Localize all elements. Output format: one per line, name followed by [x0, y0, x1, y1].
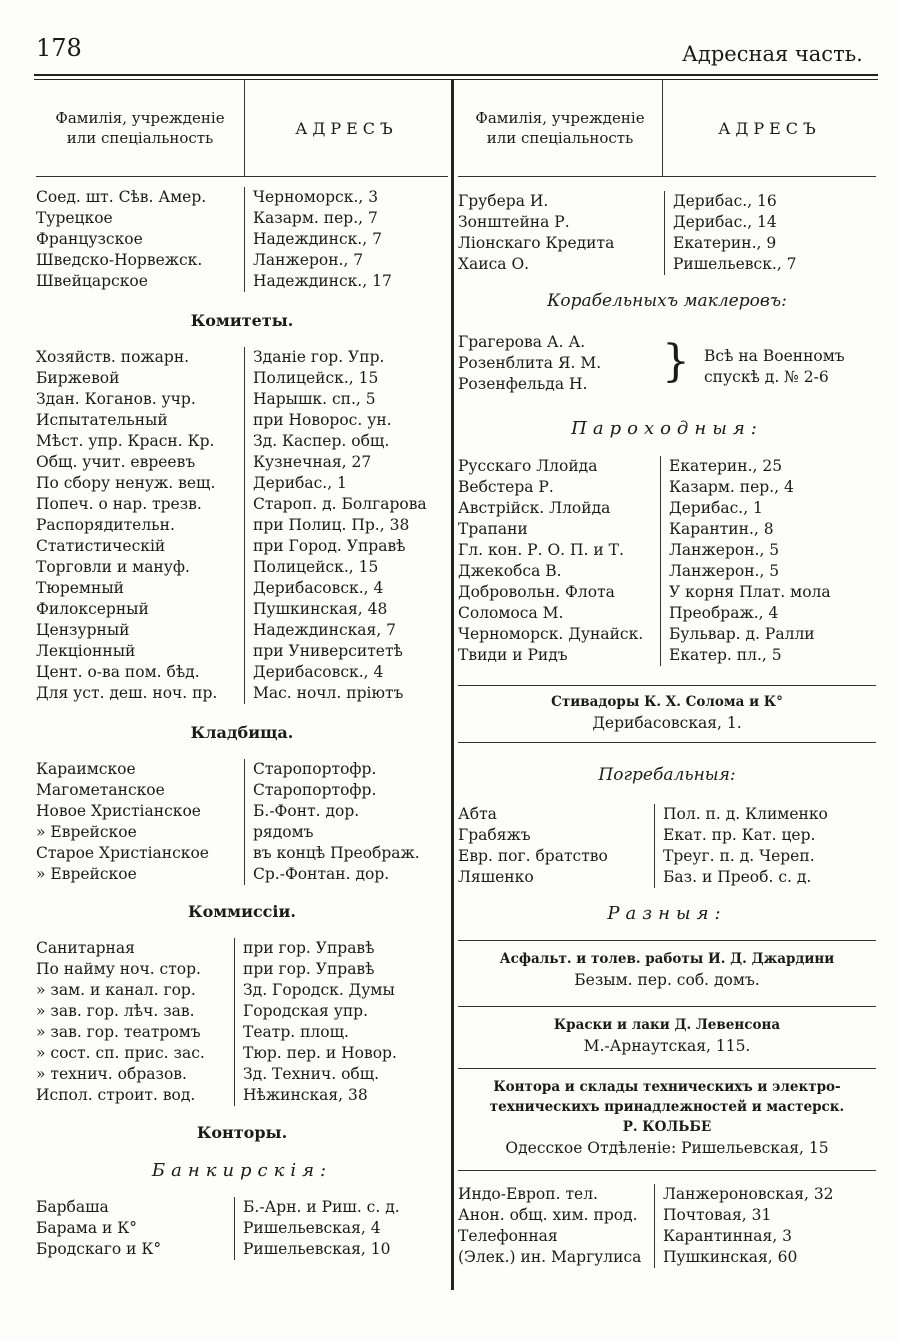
list-item [458, 645, 876, 666]
entry-name: Ліонскаго Кредита [458, 234, 615, 252]
right-table-header [458, 80, 876, 177]
entry-address: Полицейск., 15 [244, 557, 448, 578]
entry-address: Екатерин., 9 [664, 233, 876, 254]
entry-name: Хаиса О. [458, 255, 530, 273]
stevedores-box [458, 685, 876, 734]
list-item [458, 867, 876, 888]
list-item [36, 208, 448, 229]
list-item [36, 1085, 448, 1106]
list-item [36, 683, 448, 704]
funeral-list [458, 804, 876, 888]
list-item [36, 452, 448, 473]
entry-address: рядомъ [244, 822, 448, 843]
name-column-header [36, 80, 244, 176]
entry-name: Зонштейна Р. [458, 213, 570, 231]
list-item [458, 624, 876, 645]
entry-name: Попеч. о нар. трезв. [36, 495, 202, 513]
cemeteries-list [36, 759, 448, 885]
list-item [458, 254, 876, 275]
left-table-header [36, 80, 448, 177]
entry-address: Зд. Городск. Думы [234, 980, 448, 1001]
entry-address: Зданіе гор. Упр. [244, 347, 448, 368]
list-item [458, 1247, 876, 1268]
list-item [36, 1043, 448, 1064]
list-item [36, 368, 448, 389]
list-item [36, 250, 448, 271]
entry-address: Пушкинская, 48 [244, 599, 448, 620]
list-item [458, 825, 876, 846]
list-item [36, 431, 448, 452]
entry-address: при гор. Управѣ [234, 959, 448, 980]
entry-name: Статистическій [36, 537, 166, 555]
entry-address: Екат. пр. Кат. цер. [654, 825, 876, 846]
entry-name: » зав. гор. театромъ [36, 1023, 201, 1041]
list-item [36, 494, 448, 515]
entry-name: Телефонная [458, 1227, 558, 1245]
entry-name: Грубера И. [458, 192, 549, 210]
stevedores-address: Дерибасовская, 1. [592, 714, 742, 732]
entry-name: Соломоса М. [458, 604, 564, 622]
entry-name: Ляшенко [458, 868, 534, 886]
list-item [458, 603, 876, 624]
list-item [458, 561, 876, 582]
list-item [36, 578, 448, 599]
entry-name: Розенблита Я. М. [458, 354, 602, 372]
entry-address: Зд. Технич. общ. [234, 1064, 448, 1085]
entry-name: » технич. образов. [36, 1065, 187, 1083]
steamship-title: Пароходныя: [571, 418, 763, 439]
entry-name: Караимское [36, 760, 136, 778]
entry-address: Екатерин., 25 [660, 456, 876, 477]
commissions-title: Коммиссіи. [188, 902, 296, 921]
list-item [458, 498, 876, 519]
entry-name: Анон. общ. хим. прод. [458, 1206, 638, 1224]
entry-address: Дерибас., 1 [660, 498, 876, 519]
entry-name: Торговли и мануф. [36, 558, 190, 576]
list-item [36, 801, 448, 822]
entry-name: Австрійск. Ллойда [458, 499, 611, 517]
list-item [458, 846, 876, 867]
list-item [458, 191, 876, 212]
ad-kolbe [458, 1068, 876, 1159]
ad-jardini [458, 940, 876, 991]
list-item [36, 620, 448, 641]
entry-name: Цензурный [36, 621, 130, 639]
entry-name: » Еврейское [36, 865, 137, 883]
entry-name: Барбаша [36, 1198, 109, 1216]
entry-address: Б.-Фонт. дор. [244, 801, 448, 822]
entry-name: Тюремный [36, 579, 124, 597]
entry-name: Здан. Коганов. учр. [36, 390, 196, 408]
list-item [458, 519, 876, 540]
entry-address: Ришельевская, 10 [234, 1239, 448, 1260]
brokers-title: Корабельныхъ маклеровъ: [547, 291, 787, 311]
ad-levenson [458, 1006, 876, 1057]
brokers-address-line1: Всѣ на Военномъ [704, 347, 845, 365]
list-item [36, 980, 448, 1001]
entry-address: при Новорос. ун. [244, 410, 448, 431]
entry-name: » зам. и канал. гор. [36, 981, 196, 999]
entry-address: Треуг. п. д. Череп. [654, 846, 876, 867]
ad-kolbe-line3: Р. КОЛЬБЕ [622, 1119, 712, 1135]
entry-name: Французское [36, 230, 143, 248]
list-item [458, 1205, 876, 1226]
separator-2 [458, 1170, 876, 1171]
entry-name: Распорядительн. [36, 516, 175, 534]
entry-address: Пол. п. д. Клименко [654, 804, 876, 825]
list-item [36, 864, 448, 885]
name-header-line1: Фамилія, учрежденіе [55, 109, 225, 127]
top-rule [34, 74, 878, 76]
steamship-list [458, 456, 876, 666]
entry-address: Почтовая, 31 [654, 1205, 876, 1226]
list-item [458, 212, 876, 233]
entry-address: при Полиц. Пр., 38 [244, 515, 448, 536]
entry-name: Черноморск. Дунайск. [458, 625, 644, 643]
entry-address: Дерибасовск., 4 [244, 662, 448, 683]
entry-address: при Город. Управѣ [244, 536, 448, 557]
list-item [36, 1218, 448, 1239]
entry-name: Барама и К° [36, 1219, 138, 1237]
ad-kolbe-line1: Контора и склады техническихъ и электро- [493, 1079, 841, 1095]
entry-name: Старое Христіанское [36, 844, 209, 862]
entry-address: Карантин., 8 [660, 519, 876, 540]
entry-name: Добровольн. Флота [458, 583, 615, 601]
entry-address: У корня Плат. мола [660, 582, 876, 603]
entry-name: Хозяйств. пожарн. [36, 348, 190, 366]
list-item [36, 515, 448, 536]
entry-address: Дерибас., 14 [664, 212, 876, 233]
stevedores-name: Стивадоры К. Х. Солома и К° [551, 694, 783, 710]
brace-icon: } [662, 336, 690, 387]
ad-jardini-address: Безым. пер. соб. домъ. [574, 971, 760, 989]
address-column-header: АДРЕСЪ [244, 80, 448, 176]
entry-address: Староп. д. Болгарова [244, 494, 448, 515]
entry-address: Зд. Каспер. общ. [244, 431, 448, 452]
entry-name: (Элек.) ин. Маргулиса [458, 1248, 642, 1266]
entry-name: Цент. о-ва пом. бѣд. [36, 663, 200, 681]
entry-address: Старопортофр. [244, 780, 448, 801]
entry-address: Дерибас., 16 [664, 191, 876, 212]
entry-name: Евр. пог. братство [458, 847, 608, 865]
brokers-block [458, 332, 876, 398]
list-item [458, 1226, 876, 1247]
entry-name: » сост. сп. прис. зас. [36, 1044, 205, 1062]
entry-address: Черноморск., 3 [244, 187, 448, 208]
entry-name: Гл. кон. Р. О. П. и Т. [458, 541, 624, 559]
entry-name: Биржевой [36, 369, 120, 387]
entry-name: По найму ноч. стор. [36, 960, 201, 978]
name-header-line2-right: или спеціальность [486, 129, 634, 147]
entry-address: Преображ., 4 [660, 603, 876, 624]
entry-name: Турецкое [36, 209, 113, 227]
list-item [458, 540, 876, 561]
entry-address: Надеждинская, 7 [244, 620, 448, 641]
entry-address: Карантинная, 3 [654, 1226, 876, 1247]
entry-name: Трапани [458, 520, 528, 538]
entry-address: Ланжероновская, 32 [654, 1184, 876, 1205]
entry-name: Грабяжъ [458, 826, 531, 844]
list-item [36, 1022, 448, 1043]
list-item [36, 641, 448, 662]
list-item [36, 473, 448, 494]
ad-kolbe-address: Одесское Отдѣленіе: Ришельевская, 15 [505, 1139, 829, 1157]
funeral-title: Погребальныя: [598, 765, 736, 785]
ad-jardini-name: Асфальт. и толев. работы И. Д. Джардини [499, 951, 835, 967]
entry-address: Нарышк. сп., 5 [244, 389, 448, 410]
list-item [36, 557, 448, 578]
banks-list [458, 191, 876, 275]
entry-address: Б.-Арн. и Риш. с. д. [234, 1197, 448, 1218]
list-item [36, 822, 448, 843]
misc-title: Разныя: [607, 903, 727, 924]
list-item [36, 536, 448, 557]
list-item [36, 271, 448, 292]
list-item [36, 1239, 448, 1260]
entry-address: Ланжерон., 7 [244, 250, 448, 271]
entry-name: » зав. гор. лѣч. зав. [36, 1002, 195, 1020]
entry-address: Ср.-Фонтан. дор. [244, 864, 448, 885]
cemeteries-title: Кладбища. [190, 723, 294, 742]
entry-address: Старопортофр. [244, 759, 448, 780]
page-number: 178 [36, 34, 82, 62]
list-item [458, 477, 876, 498]
entry-name: Магометанское [36, 781, 165, 799]
ad-kolbe-line2: техническихъ принадлежностей и мастерск. [489, 1099, 845, 1115]
entry-name: Лекціонный [36, 642, 136, 660]
list-item [458, 582, 876, 603]
ad-levenson-name: Краски и лаки Д. Левенсона [553, 1017, 781, 1033]
commissions-list [36, 938, 448, 1106]
running-head: Адресная часть. [682, 42, 863, 66]
entry-address: Ришельевская, 4 [234, 1218, 448, 1239]
entry-name: Швейцарское [36, 272, 148, 290]
entry-name: » Еврейское [36, 823, 137, 841]
name-header-line1-right: Фамилія, учрежденіе [475, 109, 645, 127]
entry-name: Джекобса В. [458, 562, 562, 580]
list-item [36, 959, 448, 980]
column-divider [451, 80, 454, 1290]
entry-address: Надеждинск., 7 [244, 229, 448, 250]
entry-name: Индо-Европ. тел. [458, 1185, 598, 1203]
brokers-address [704, 346, 845, 388]
consulates-list [36, 187, 448, 292]
entry-address: при Университетѣ [244, 641, 448, 662]
entry-address: Ланжерон., 5 [660, 561, 876, 582]
entry-address: Казарм. пер., 7 [244, 208, 448, 229]
entry-address: Екатер. пл., 5 [660, 645, 876, 666]
list-item [36, 1064, 448, 1085]
entry-name: Вебстера Р. [458, 478, 554, 496]
list-item [458, 1184, 876, 1205]
entry-name: Испол. строит. вод. [36, 1086, 196, 1104]
right-column [458, 80, 876, 1266]
entry-name: Общ. учит. евреевъ [36, 453, 196, 471]
list-item [36, 843, 448, 864]
entry-address: Дерибас., 1 [244, 473, 448, 494]
list-item [36, 347, 448, 368]
list-item [36, 759, 448, 780]
entry-name: Шведско-Норвежск. [36, 251, 203, 269]
entry-name: Филоксерный [36, 600, 149, 618]
list-item [36, 1197, 448, 1218]
list-item [458, 456, 876, 477]
bankers-title: Банкирскія: [151, 1160, 333, 1181]
entry-address: Мас. ночл. пріютъ [244, 683, 448, 704]
entry-name: Новое Христіанское [36, 802, 201, 820]
bankers-list [36, 1197, 448, 1260]
entry-name: Мѣст. упр. Красн. Кр. [36, 432, 215, 450]
committees-list [36, 347, 448, 704]
left-column [36, 80, 448, 1258]
list-item [36, 229, 448, 250]
brokers-address-line2: спускѣ д. № 2-6 [704, 368, 829, 386]
entry-address: Бульвар. д. Ралли [660, 624, 876, 645]
entry-address: въ концѣ Преображ. [244, 843, 448, 864]
entry-address: Дерибасовск., 4 [244, 578, 448, 599]
entry-name: Для уст. деш. ноч. пр. [36, 684, 218, 702]
list-item [36, 410, 448, 431]
entry-address: Ланжерон., 5 [660, 540, 876, 561]
list-item [36, 780, 448, 801]
list-item [458, 233, 876, 254]
entry-address: Надеждинск., 17 [244, 271, 448, 292]
entry-address: Городская упр. [234, 1001, 448, 1022]
entry-address: Баз. и Преоб. с. д. [654, 867, 876, 888]
entry-name: Грагерова А. А. [458, 333, 586, 351]
list-item [36, 389, 448, 410]
entry-name: Бродскаго и К° [36, 1240, 162, 1258]
name-header-line2: или спеціальность [66, 129, 214, 147]
entry-name: Испытательный [36, 411, 168, 429]
entry-address: Полицейск., 15 [244, 368, 448, 389]
address-column-header-right: АДРЕСЪ [662, 80, 876, 176]
offices-title: Конторы. [196, 1123, 288, 1142]
entry-address: при гор. Управѣ [234, 938, 448, 959]
list-item [36, 187, 448, 208]
entry-address: Казарм. пер., 4 [660, 477, 876, 498]
list-item [36, 1001, 448, 1022]
entry-address: Кузнечная, 27 [244, 452, 448, 473]
name-column-header-right [458, 80, 662, 176]
entry-name: Твиди и Ридъ [458, 646, 568, 664]
ad-levenson-address: М.-Арнаутская, 115. [583, 1037, 751, 1055]
entry-address: Ришельевск., 7 [664, 254, 876, 275]
entry-name: Русскаго Ллойда [458, 457, 598, 475]
entry-name: Абта [458, 805, 497, 823]
entry-name: Санитарная [36, 939, 135, 957]
entry-name: Розенфельда Н. [458, 375, 588, 393]
committees-title: Комитеты. [190, 311, 294, 330]
list-item [36, 599, 448, 620]
separator [458, 742, 876, 743]
entry-name: Соед. шт. Сѣв. Амер. [36, 188, 207, 206]
entry-address: Тюр. пер. и Новор. [234, 1043, 448, 1064]
list-item [36, 938, 448, 959]
list-item [458, 804, 876, 825]
list-item [36, 662, 448, 683]
entry-address: Пушкинская, 60 [654, 1247, 876, 1268]
entry-address: Театр. площ. [234, 1022, 448, 1043]
bottom-list [458, 1184, 876, 1268]
entry-name: По сбору ненуж. вещ. [36, 474, 216, 492]
entry-address: Нѣжинская, 38 [234, 1085, 448, 1106]
